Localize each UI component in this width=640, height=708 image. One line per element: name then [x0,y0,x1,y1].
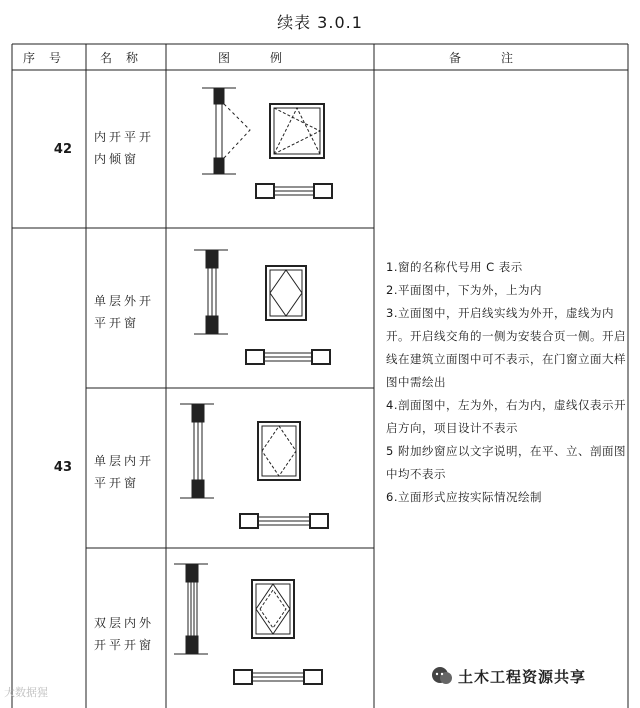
row-name: 单层外开 平开窗 [94,294,155,330]
note-item: 1.窗的名称代号用 C 表示 [386,260,523,274]
window-elevation-43c [252,580,294,638]
window-section-43b [180,404,214,498]
window-elevation-43a [266,266,306,320]
row-name: 双层内外 开平开窗 [94,616,155,652]
watermark-right: 土木工程资源共享 [458,668,587,686]
window-elevation-43b [258,422,300,480]
window-plan-42 [256,184,332,198]
row-name: 内开平开 内倾窗 [94,130,155,166]
wechat-icon [430,664,454,688]
window-section-42 [202,88,250,174]
note-item: 4.剖面图中，左为外，右为内，虚线仅表示开启方向，项目设计不表示 [386,398,626,435]
window-elevation-42 [270,104,324,158]
window-section-43a [194,250,228,334]
row-number: 43 [53,460,72,475]
header-number: 序号 [22,51,75,65]
row-number: 42 [53,142,72,157]
note-item: 6.立面形式应按实际情况绘制 [386,490,542,504]
window-section-43c [174,564,208,654]
table-title: 续表 3.0.1 [277,13,363,32]
window-plan-43c [234,670,322,684]
note-item: 2.平面图中，下为外，上为内 [386,283,542,297]
window-plan-43a [246,350,330,364]
note-item: 3.立面图中，开启线实线为外开，虚线为内开。开启线交角的一侧为安装合页一侧。开启线在建筑立面图中可不表示，在门窗立面大样图中需绘出 [386,306,626,389]
header-legend: 图例 [217,51,322,65]
note-item: 5 附加纱窗应以文字说明，在平、立、剖面图中均不表示 [386,444,626,481]
watermark-left: 大数据猩 [4,686,48,699]
window-plan-43b [240,514,328,528]
row-name: 单层内开 平开窗 [94,454,155,490]
header-notes: 备注 [448,51,553,65]
header-name: 名称 [99,51,152,65]
notes-block [386,256,626,509]
